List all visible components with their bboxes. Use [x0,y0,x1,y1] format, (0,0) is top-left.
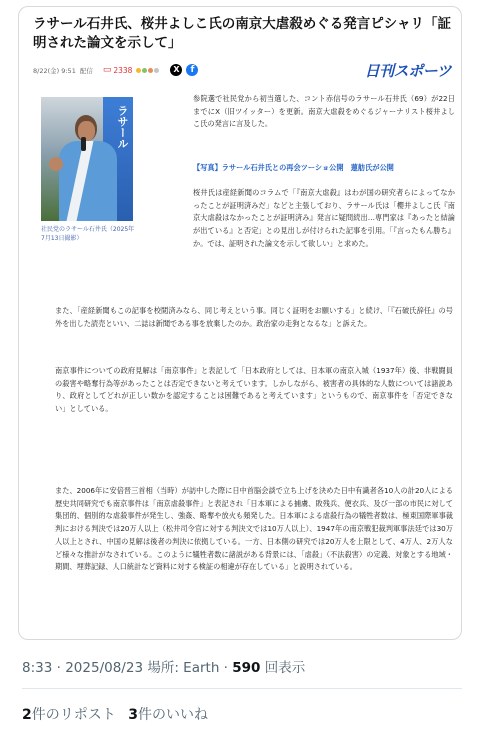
article-date: 8/22(金) 9:51 [33,66,76,75]
post-timestamp [22,656,305,676]
article-paragraph: 南京事件についての政府見解は「南京事件」と表記して「日本政府としては、日本軍の南京入城（1937年）後、非戦闘員の殺害や略奪行為等があったことは否定できないと考えています。しかしながら、被害者の具体的な人数については諸説あり、政府としてどれが正しい数かを認定することは困難であると考えています」というもので、南京事件を「否定できない」としている。 [55,366,453,414]
post-location: 場所: Earth [147,660,220,676]
separator-dot: · [223,660,233,676]
post-time[interactable]: 8:33 [22,660,53,676]
article-paragraph: 参院選で社民党から初当選した、コント赤信号のラサール石井氏（69）が22日までにX（旧ツイッター）を更新。南京大虐殺をめぐるジャーナリスト桜井よしこ氏の発言に言及した。 [193,94,455,129]
comment-count[interactable]: 2338 [113,65,133,75]
engagement-stats [22,704,208,724]
embedded-article-image[interactable] [18,6,462,640]
views-count: 590 [232,660,261,676]
photo-banner-text: ラサール [116,105,129,149]
reposts-link[interactable] [22,707,120,723]
brand-logo: 日刊スポーツ [364,61,451,80]
article-headline: ラサール石井氏、桜井よしこ氏の南京大虐殺めぐる発言ピシャリ「証明された論文を示して」 [33,16,451,51]
likes-count: 3 [128,707,138,723]
article-paragraph: また、2006年に安倍晋三首相（当時）が訪中した際に日中首脳会談で立ち上げを決めた日中有識者各10人の計20人による歴史共同研究でも南京事件は「南京虐殺事件」と表記され「日本軍による捕虜、敗残兵、便衣兵、及び一部の市民に対して集団的、個別的な虐殺事件が発生し、強姦、略奪や放火も頻発した。日本軍による虐殺行為の犠牲者数は、極東国際軍事裁判における判決では20万人以上（松井司令官に対する判決文では10万人以上）、1947年の南京戦犯裁判軍事法廷では30万人以上とされ、中国の見解は後者の判決に依拠している。一方、日本側の研究では20万人を上限として、4万人、2万人など様々な推計がなされている。このように犠牲者数に諸説がある背景には、「虐殺」（不法殺害）の定義、対象とする地域・期間、埋葬記録、人口統計など資料に対する検証の相違が存在している」と説明されている。 [55,486,453,572]
views-label: 回表示 [264,660,306,676]
article-paragraph: また、「産経新聞もこの記事を校閲済みなら、同じ考えという事。同じく証明をお願いする」と続け、「『石破氏辞任』の号外を出した読売といい、二誌は新聞である事を放棄したのか。政治家の走狗となるな」と訴えた。 [55,306,453,328]
facebook-share-icon[interactable]: f [186,64,198,76]
photo-caption: 社民党のラサール石井氏（2025年7月13日撮影） [41,226,135,242]
x-share-icon[interactable]: X [170,64,182,76]
divider [22,688,462,689]
person-hand [49,157,63,171]
article-photo[interactable] [41,97,133,221]
related-photo-link[interactable]: 【写真】ラサール石井氏との再会ツーショ公開 蓮舫氏が公開 [193,163,394,172]
reaction-icon [153,67,160,74]
article-meta [33,61,451,79]
reposts-count: 2 [22,707,32,723]
post-date[interactable]: 2025/08/23 [65,660,144,676]
comment-icon[interactable]: ▭ [102,65,112,75]
separator-dot: · [56,660,66,676]
likes-link[interactable] [128,707,208,723]
likes-label: 件のいいね [137,707,208,723]
microphone-icon [81,137,86,151]
article-paragraph: 桜井氏は産経新聞のコラムで「『南京大虐殺』はわが国の研究者らによってなかったことが証明済みだ」などと主張しており、ラサール氏は「櫻井よしこ氏『南京大虐殺はなかったことが証明済み』発言に疑問続出…専門家は『あったと結論が出ている』と否定」との見出しが付けられた記事を引用。「『言ったもん勝ち』か。では、証明された論文を示して欲しい」と求めた。 [193,188,455,248]
article-label: 配信 [79,66,93,75]
reposts-label: 件のリポスト [31,707,116,723]
reaction-icons [136,67,160,74]
